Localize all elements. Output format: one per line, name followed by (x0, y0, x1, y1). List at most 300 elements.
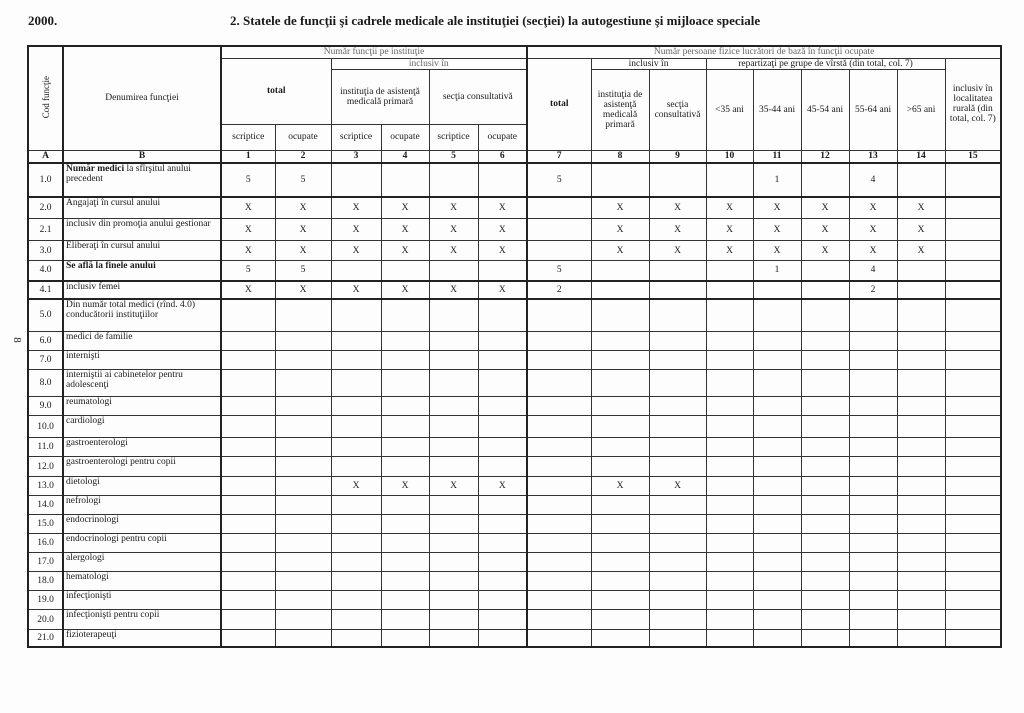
cell-col-5[interactable]: X (429, 241, 478, 261)
cell-col-11[interactable] (753, 416, 801, 438)
cell-col-2[interactable] (275, 370, 331, 397)
cell-col-7[interactable]: 5 (527, 261, 591, 281)
cell-col-15[interactable] (945, 299, 1001, 332)
cell-col-13[interactable] (849, 477, 897, 496)
cell-col-1[interactable] (221, 553, 275, 572)
cell-col-12[interactable] (801, 281, 849, 299)
cell-col-13[interactable] (849, 591, 897, 610)
cell-col-10[interactable] (706, 416, 753, 438)
cell-col-1[interactable] (221, 630, 275, 647)
cell-col-5[interactable] (429, 163, 478, 197)
cell-col-14[interactable]: X (897, 219, 945, 241)
cell-col-9[interactable] (649, 351, 706, 370)
cell-col-12[interactable] (801, 163, 849, 197)
cell-col-15[interactable] (945, 515, 1001, 534)
cell-col-14[interactable] (897, 553, 945, 572)
cell-col-15[interactable] (945, 534, 1001, 553)
cell-col-7[interactable] (527, 241, 591, 261)
cell-col-12[interactable]: X (801, 197, 849, 219)
cell-col-10[interactable] (706, 572, 753, 591)
cell-col-13[interactable] (849, 299, 897, 332)
cell-col-4[interactable] (381, 534, 429, 553)
cell-col-8[interactable] (591, 553, 649, 572)
cell-col-9[interactable] (649, 281, 706, 299)
cell-col-4[interactable] (381, 351, 429, 370)
cell-col-10[interactable] (706, 370, 753, 397)
cell-col-15[interactable] (945, 496, 1001, 515)
cell-col-15[interactable] (945, 219, 1001, 241)
cell-col-5[interactable] (429, 534, 478, 553)
cell-col-11[interactable] (753, 515, 801, 534)
cell-col-1[interactable] (221, 370, 275, 397)
cell-col-12[interactable] (801, 553, 849, 572)
cell-col-12[interactable] (801, 397, 849, 416)
cell-col-5[interactable] (429, 591, 478, 610)
cell-col-10[interactable] (706, 553, 753, 572)
cell-col-8[interactable] (591, 261, 649, 281)
cell-col-12[interactable] (801, 591, 849, 610)
cell-col-9[interactable]: X (649, 197, 706, 219)
cell-col-6[interactable] (478, 299, 527, 332)
cell-col-6[interactable]: X (478, 477, 527, 496)
cell-col-3[interactable] (331, 397, 381, 416)
cell-col-6[interactable]: X (478, 197, 527, 219)
cell-col-8[interactable]: X (591, 477, 649, 496)
cell-col-11[interactable]: 1 (753, 261, 801, 281)
cell-col-6[interactable] (478, 397, 527, 416)
cell-col-6[interactable] (478, 370, 527, 397)
cell-col-10[interactable] (706, 496, 753, 515)
cell-col-15[interactable] (945, 477, 1001, 496)
cell-col-5[interactable] (429, 515, 478, 534)
cell-col-15[interactable] (945, 457, 1001, 477)
cell-col-11[interactable] (753, 630, 801, 647)
cell-col-4[interactable] (381, 370, 429, 397)
cell-col-8[interactable] (591, 351, 649, 370)
cell-col-12[interactable] (801, 351, 849, 370)
cell-col-5[interactable] (429, 370, 478, 397)
cell-col-1[interactable] (221, 457, 275, 477)
cell-col-13[interactable] (849, 553, 897, 572)
cell-col-2[interactable] (275, 457, 331, 477)
cell-col-12[interactable] (801, 515, 849, 534)
cell-col-10[interactable] (706, 591, 753, 610)
cell-col-7[interactable] (527, 332, 591, 351)
cell-col-10[interactable]: X (706, 241, 753, 261)
cell-col-6[interactable] (478, 515, 527, 534)
cell-col-8[interactable] (591, 438, 649, 457)
cell-col-14[interactable] (897, 591, 945, 610)
cell-col-5[interactable]: X (429, 281, 478, 299)
cell-col-4[interactable] (381, 438, 429, 457)
cell-col-1[interactable] (221, 610, 275, 630)
cell-col-15[interactable] (945, 351, 1001, 370)
cell-col-14[interactable] (897, 515, 945, 534)
cell-col-9[interactable]: X (649, 241, 706, 261)
cell-col-11[interactable]: X (753, 219, 801, 241)
cell-col-5[interactable] (429, 553, 478, 572)
cell-col-11[interactable] (753, 477, 801, 496)
cell-col-2[interactable]: 5 (275, 163, 331, 197)
cell-col-4[interactable]: X (381, 197, 429, 219)
cell-col-13[interactable] (849, 332, 897, 351)
cell-col-2[interactable] (275, 351, 331, 370)
cell-col-14[interactable] (897, 630, 945, 647)
cell-col-2[interactable]: X (275, 281, 331, 299)
cell-col-4[interactable] (381, 457, 429, 477)
cell-col-12[interactable] (801, 572, 849, 591)
cell-col-9[interactable] (649, 515, 706, 534)
cell-col-14[interactable]: X (897, 241, 945, 261)
cell-col-14[interactable] (897, 370, 945, 397)
cell-col-7[interactable] (527, 457, 591, 477)
cell-col-5[interactable]: X (429, 219, 478, 241)
cell-col-13[interactable] (849, 416, 897, 438)
cell-col-12[interactable] (801, 477, 849, 496)
cell-col-7[interactable] (527, 477, 591, 496)
cell-col-6[interactable] (478, 351, 527, 370)
cell-col-1[interactable]: X (221, 197, 275, 219)
cell-col-13[interactable]: X (849, 197, 897, 219)
cell-col-9[interactable] (649, 572, 706, 591)
cell-col-6[interactable] (478, 572, 527, 591)
cell-col-1[interactable] (221, 397, 275, 416)
cell-col-1[interactable] (221, 572, 275, 591)
cell-col-1[interactable]: X (221, 219, 275, 241)
cell-col-2[interactable] (275, 416, 331, 438)
cell-col-12[interactable] (801, 630, 849, 647)
cell-col-11[interactable] (753, 370, 801, 397)
cell-col-3[interactable] (331, 416, 381, 438)
cell-col-4[interactable] (381, 163, 429, 197)
cell-col-6[interactable] (478, 416, 527, 438)
cell-col-2[interactable]: 5 (275, 261, 331, 281)
cell-col-13[interactable] (849, 630, 897, 647)
cell-col-6[interactable] (478, 534, 527, 553)
cell-col-6[interactable] (478, 630, 527, 647)
cell-col-8[interactable] (591, 610, 649, 630)
cell-col-6[interactable] (478, 610, 527, 630)
cell-col-15[interactable] (945, 591, 1001, 610)
cell-col-1[interactable] (221, 416, 275, 438)
cell-col-11[interactable] (753, 351, 801, 370)
cell-col-12[interactable]: X (801, 219, 849, 241)
cell-col-4[interactable] (381, 591, 429, 610)
cell-col-10[interactable] (706, 332, 753, 351)
cell-col-9[interactable] (649, 438, 706, 457)
cell-col-14[interactable] (897, 457, 945, 477)
cell-col-5[interactable] (429, 496, 478, 515)
cell-col-8[interactable] (591, 534, 649, 553)
cell-col-7[interactable] (527, 553, 591, 572)
cell-col-7[interactable] (527, 496, 591, 515)
cell-col-4[interactable] (381, 261, 429, 281)
cell-col-15[interactable] (945, 261, 1001, 281)
cell-col-4[interactable]: X (381, 281, 429, 299)
cell-col-7[interactable] (527, 397, 591, 416)
cell-col-15[interactable] (945, 572, 1001, 591)
cell-col-4[interactable] (381, 610, 429, 630)
cell-col-3[interactable]: X (331, 241, 381, 261)
cell-col-10[interactable] (706, 457, 753, 477)
cell-col-14[interactable] (897, 351, 945, 370)
cell-col-2[interactable] (275, 591, 331, 610)
cell-col-4[interactable]: X (381, 477, 429, 496)
cell-col-3[interactable]: X (331, 197, 381, 219)
cell-col-1[interactable] (221, 332, 275, 351)
cell-col-13[interactable] (849, 515, 897, 534)
cell-col-1[interactable]: X (221, 281, 275, 299)
cell-col-11[interactable] (753, 299, 801, 332)
cell-col-14[interactable] (897, 572, 945, 591)
cell-col-2[interactable] (275, 397, 331, 416)
cell-col-6[interactable]: X (478, 219, 527, 241)
cell-col-4[interactable] (381, 416, 429, 438)
cell-col-11[interactable]: X (753, 197, 801, 219)
cell-col-7[interactable]: 5 (527, 163, 591, 197)
cell-col-2[interactable] (275, 332, 331, 351)
cell-col-6[interactable] (478, 457, 527, 477)
cell-col-13[interactable] (849, 610, 897, 630)
cell-col-6[interactable]: X (478, 281, 527, 299)
cell-col-15[interactable] (945, 332, 1001, 351)
cell-col-10[interactable] (706, 438, 753, 457)
cell-col-1[interactable] (221, 496, 275, 515)
cell-col-2[interactable]: X (275, 219, 331, 241)
cell-col-7[interactable] (527, 299, 591, 332)
cell-col-8[interactable]: X (591, 241, 649, 261)
cell-col-2[interactable] (275, 477, 331, 496)
cell-col-9[interactable] (649, 591, 706, 610)
cell-col-15[interactable] (945, 197, 1001, 219)
cell-col-13[interactable] (849, 397, 897, 416)
cell-col-14[interactable]: X (897, 197, 945, 219)
cell-col-9[interactable] (649, 630, 706, 647)
cell-col-3[interactable] (331, 261, 381, 281)
cell-col-13[interactable] (849, 370, 897, 397)
cell-col-13[interactable] (849, 351, 897, 370)
cell-col-12[interactable] (801, 496, 849, 515)
cell-col-12[interactable] (801, 534, 849, 553)
cell-col-12[interactable] (801, 438, 849, 457)
cell-col-9[interactable] (649, 496, 706, 515)
cell-col-9[interactable] (649, 457, 706, 477)
cell-col-11[interactable] (753, 591, 801, 610)
cell-col-8[interactable] (591, 281, 649, 299)
cell-col-3[interactable] (331, 515, 381, 534)
cell-col-8[interactable]: X (591, 219, 649, 241)
cell-col-12[interactable] (801, 370, 849, 397)
cell-col-8[interactable] (591, 591, 649, 610)
cell-col-3[interactable]: X (331, 281, 381, 299)
cell-col-11[interactable] (753, 534, 801, 553)
cell-col-9[interactable]: X (649, 219, 706, 241)
cell-col-8[interactable]: X (591, 197, 649, 219)
cell-col-10[interactable] (706, 630, 753, 647)
cell-col-1[interactable]: X (221, 241, 275, 261)
cell-col-14[interactable] (897, 496, 945, 515)
cell-col-3[interactable] (331, 610, 381, 630)
cell-col-11[interactable] (753, 496, 801, 515)
cell-col-5[interactable] (429, 299, 478, 332)
cell-col-1[interactable]: 5 (221, 261, 275, 281)
cell-col-14[interactable] (897, 299, 945, 332)
cell-col-2[interactable] (275, 496, 331, 515)
cell-col-3[interactable]: X (331, 477, 381, 496)
cell-col-5[interactable] (429, 438, 478, 457)
cell-col-12[interactable] (801, 416, 849, 438)
cell-col-1[interactable] (221, 591, 275, 610)
cell-col-8[interactable] (591, 397, 649, 416)
cell-col-13[interactable] (849, 438, 897, 457)
cell-col-10[interactable]: X (706, 197, 753, 219)
cell-col-14[interactable] (897, 416, 945, 438)
cell-col-11[interactable] (753, 332, 801, 351)
cell-col-9[interactable] (649, 397, 706, 416)
cell-col-12[interactable] (801, 261, 849, 281)
cell-col-14[interactable] (897, 477, 945, 496)
cell-col-6[interactable] (478, 163, 527, 197)
cell-col-7[interactable] (527, 534, 591, 553)
cell-col-14[interactable] (897, 281, 945, 299)
cell-col-1[interactable] (221, 534, 275, 553)
cell-col-7[interactable] (527, 630, 591, 647)
cell-col-4[interactable] (381, 299, 429, 332)
cell-col-7[interactable]: 2 (527, 281, 591, 299)
cell-col-12[interactable] (801, 299, 849, 332)
cell-col-11[interactable] (753, 610, 801, 630)
cell-col-3[interactable]: X (331, 219, 381, 241)
cell-col-9[interactable] (649, 261, 706, 281)
cell-col-14[interactable] (897, 163, 945, 197)
cell-col-8[interactable] (591, 370, 649, 397)
cell-col-2[interactable] (275, 630, 331, 647)
cell-col-15[interactable] (945, 397, 1001, 416)
cell-col-13[interactable]: 4 (849, 163, 897, 197)
cell-col-10[interactable]: X (706, 219, 753, 241)
cell-col-6[interactable] (478, 591, 527, 610)
cell-col-4[interactable] (381, 630, 429, 647)
cell-col-2[interactable]: X (275, 197, 331, 219)
cell-col-3[interactable] (331, 630, 381, 647)
cell-col-13[interactable]: 4 (849, 261, 897, 281)
cell-col-14[interactable] (897, 332, 945, 351)
cell-col-4[interactable] (381, 553, 429, 572)
cell-col-9[interactable] (649, 299, 706, 332)
cell-col-10[interactable] (706, 397, 753, 416)
cell-col-13[interactable] (849, 496, 897, 515)
cell-col-5[interactable] (429, 457, 478, 477)
cell-col-3[interactable] (331, 591, 381, 610)
cell-col-12[interactable] (801, 457, 849, 477)
cell-col-4[interactable] (381, 515, 429, 534)
cell-col-2[interactable] (275, 553, 331, 572)
cell-col-3[interactable] (331, 370, 381, 397)
cell-col-13[interactable] (849, 534, 897, 553)
cell-col-4[interactable]: X (381, 219, 429, 241)
cell-col-4[interactable] (381, 496, 429, 515)
cell-col-9[interactable] (649, 332, 706, 351)
cell-col-15[interactable] (945, 370, 1001, 397)
cell-col-10[interactable] (706, 299, 753, 332)
cell-col-10[interactable] (706, 261, 753, 281)
cell-col-11[interactable]: 1 (753, 163, 801, 197)
cell-col-2[interactable] (275, 438, 331, 457)
cell-col-1[interactable] (221, 515, 275, 534)
cell-col-5[interactable] (429, 416, 478, 438)
cell-col-7[interactable] (527, 197, 591, 219)
cell-col-10[interactable] (706, 610, 753, 630)
cell-col-1[interactable] (221, 477, 275, 496)
cell-col-11[interactable] (753, 438, 801, 457)
cell-col-5[interactable] (429, 630, 478, 647)
cell-col-5[interactable]: X (429, 197, 478, 219)
cell-col-2[interactable]: X (275, 241, 331, 261)
cell-col-6[interactable]: X (478, 241, 527, 261)
cell-col-1[interactable] (221, 438, 275, 457)
cell-col-13[interactable] (849, 572, 897, 591)
cell-col-2[interactable] (275, 534, 331, 553)
cell-col-1[interactable] (221, 351, 275, 370)
cell-col-10[interactable] (706, 534, 753, 553)
cell-col-3[interactable] (331, 553, 381, 572)
cell-col-3[interactable] (331, 332, 381, 351)
cell-col-4[interactable] (381, 332, 429, 351)
cell-col-10[interactable] (706, 351, 753, 370)
cell-col-12[interactable]: X (801, 241, 849, 261)
cell-col-7[interactable] (527, 351, 591, 370)
cell-col-15[interactable] (945, 438, 1001, 457)
cell-col-5[interactable] (429, 572, 478, 591)
cell-col-5[interactable] (429, 261, 478, 281)
cell-col-14[interactable] (897, 438, 945, 457)
cell-col-14[interactable] (897, 534, 945, 553)
cell-col-7[interactable] (527, 219, 591, 241)
cell-col-7[interactable] (527, 416, 591, 438)
cell-col-8[interactable] (591, 299, 649, 332)
cell-col-7[interactable] (527, 515, 591, 534)
cell-col-11[interactable] (753, 553, 801, 572)
cell-col-3[interactable] (331, 572, 381, 591)
cell-col-12[interactable] (801, 610, 849, 630)
cell-col-15[interactable] (945, 241, 1001, 261)
cell-col-8[interactable] (591, 572, 649, 591)
cell-col-15[interactable] (945, 416, 1001, 438)
cell-col-10[interactable] (706, 515, 753, 534)
cell-col-12[interactable] (801, 332, 849, 351)
cell-col-4[interactable] (381, 572, 429, 591)
cell-col-14[interactable] (897, 397, 945, 416)
cell-col-10[interactable] (706, 163, 753, 197)
cell-col-5[interactable] (429, 351, 478, 370)
cell-col-4[interactable] (381, 397, 429, 416)
cell-col-5[interactable] (429, 332, 478, 351)
cell-col-2[interactable] (275, 299, 331, 332)
cell-col-9[interactable] (649, 553, 706, 572)
cell-col-9[interactable] (649, 416, 706, 438)
cell-col-9[interactable]: X (649, 477, 706, 496)
cell-col-6[interactable] (478, 438, 527, 457)
cell-col-14[interactable] (897, 610, 945, 630)
cell-col-6[interactable] (478, 496, 527, 515)
cell-col-2[interactable] (275, 610, 331, 630)
cell-col-9[interactable] (649, 370, 706, 397)
cell-col-13[interactable] (849, 457, 897, 477)
cell-col-3[interactable] (331, 496, 381, 515)
cell-col-8[interactable] (591, 496, 649, 515)
cell-col-15[interactable] (945, 163, 1001, 197)
cell-col-7[interactable] (527, 572, 591, 591)
